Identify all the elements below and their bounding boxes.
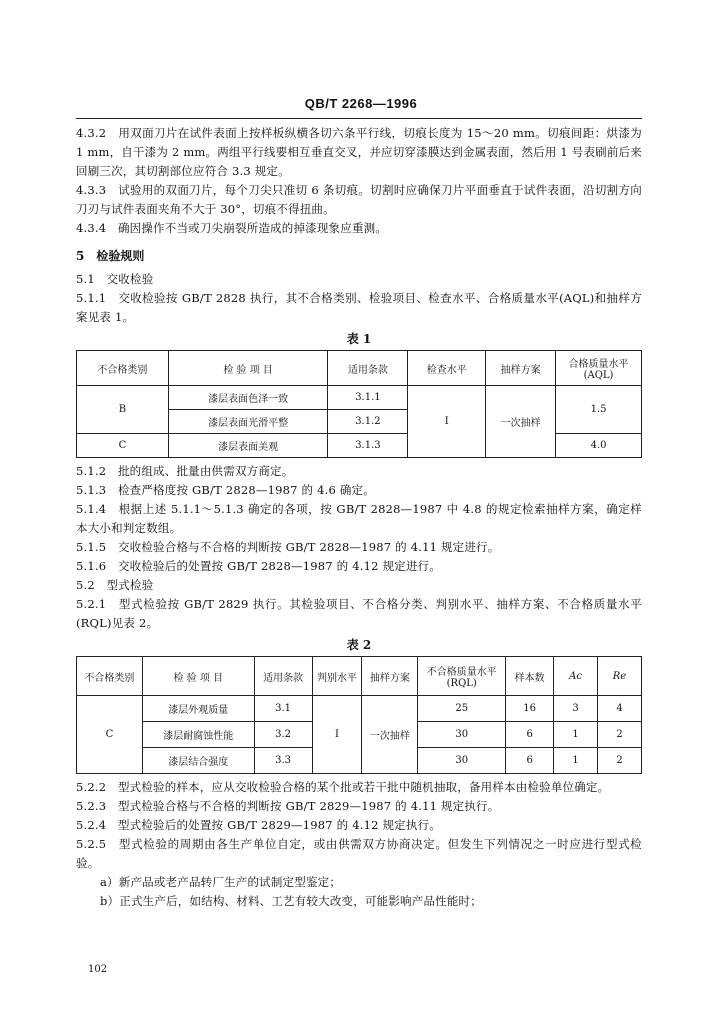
- paragraph-5-1-4: 5.1.4 根据上述 5.1.1～5.1.3 确定的各项，按 GB/T 2828—1987 中 4.8 的规定检索抽样方案，确定样本大小和判定数组。: [76, 502, 642, 535]
- paragraph-5-2-4: 5.2.4 型式检验后的处置按 GB/T 2829—1987 的 4.12 规定执行。: [76, 818, 441, 832]
- table2-n: 6: [506, 748, 554, 774]
- list-item-b: b）正式生产后，如结构、材料、工艺有较大改变，可能影响产品性能时；: [100, 894, 482, 908]
- table1-header-item: 检 验 项 目: [168, 351, 328, 386]
- page-header: QB/T 2268—1996: [304, 96, 418, 111]
- table2-header-item: 检 验 项 目: [142, 657, 254, 696]
- table2-re: 2: [598, 748, 642, 774]
- table2-header-ac: Ac: [554, 657, 598, 696]
- table1-category-c: C: [77, 434, 169, 458]
- table1-aql-c: 4.0: [556, 434, 642, 458]
- table1-header-plan: 抽样方案: [486, 351, 556, 386]
- paragraph-4-3-2: 4.3.2 用双面刀片在试件表面上按样板纵横各切六条平行线，切痕长度为 15～20 mm。切痕间距：烘漆为 1 mm，自干漆为 2 mm。两组平行线要相互垂直交叉，并应切穿漆膜达到金属表面，然后用 1 号表刷前后来回刷三次，其切割部位应符合 3.3 规定。: [76, 126, 642, 178]
- section-5-2-heading: 5.2 型式检验: [76, 578, 154, 592]
- table2-sampling-plan: 一次抽样: [362, 696, 418, 774]
- table2-clause: 3.3: [254, 748, 312, 774]
- paragraph-5-1-1: 5.1.1 交收检验按 GB/T 2828 执行，其不合格类别、检验项目、检查水平、合格质量水平(AQL)和抽样方案见表 1。: [76, 291, 642, 324]
- table1-header-category: 不合格类别: [77, 351, 169, 386]
- table2-header-row: [77, 657, 642, 696]
- table2-title: 表 2: [346, 638, 372, 652]
- paragraph-5-1-6: 5.1.6 交收检验后的处置按 GB/T 2828—1987 的 4.12 规定进行。: [76, 559, 441, 573]
- header-rule: [76, 118, 642, 119]
- table2-re: 2: [598, 722, 642, 748]
- table2-n: 6: [506, 722, 554, 748]
- table-row: [77, 386, 642, 410]
- table-row: [77, 696, 642, 722]
- table2-re: 4: [598, 696, 642, 722]
- table2-header-category: 不合格类别: [77, 657, 143, 696]
- page-body: [76, 124, 642, 911]
- table2-ac: 1: [554, 748, 598, 774]
- paragraph-5-2-3: 5.2.3 型式检验合格与不合格的判断按 GB/T 2829—1987 的 4.11 规定执行。: [76, 799, 500, 813]
- table2-item: 漆层结合强度: [142, 748, 254, 774]
- table2-clause: 3.1: [254, 696, 312, 722]
- table2-rql: 25: [418, 696, 506, 722]
- table2-n: 16: [506, 696, 554, 722]
- table1-category-b: B: [77, 386, 169, 434]
- table2-header-clause: 适用条款: [254, 657, 312, 696]
- paragraph-4-3-4: 4.3.4 确因操作不当或刀尖崩裂所造成的掉漆现象应重测。: [76, 221, 388, 235]
- section-5-1-heading: 5.1 交收检验: [76, 272, 154, 286]
- section-5-heading: 5 检验规则: [76, 249, 145, 263]
- table2-header-n: 样本数: [506, 657, 554, 696]
- table1-header-aql: 合格质量水平 (AQL): [556, 351, 642, 386]
- list-item-a: a）新产品或老产品转厂生产的试制定型鉴定；: [100, 875, 342, 889]
- paragraph-4-3-3: 4.3.3 试验用的双面刀片，每个刀尖只准切 6 条切痕。切割时应确保刀片平面垂直于试件表面，沿切割方向刀刃与试件表面夹角不大于 30°，切痕不得扭曲。: [76, 183, 642, 216]
- table2-rql: 30: [418, 748, 506, 774]
- table1-sampling-plan: 一次抽样: [486, 386, 556, 458]
- table1-clause: 3.1.1: [328, 386, 408, 410]
- table2-category: C: [77, 696, 143, 774]
- table2: [76, 656, 642, 774]
- table2-rql: 30: [418, 722, 506, 748]
- table1-item: 漆层表面光滑平整: [168, 410, 328, 434]
- paragraph-5-1-5: 5.1.5 交收检验合格与不合格的判断按 GB/T 2828—1987 的 4.11 规定进行。: [76, 540, 500, 554]
- table2-header-rql: 不合格质量水平 (RQL): [418, 657, 506, 696]
- table2-discrimination-level: Ⅰ: [312, 696, 362, 774]
- table2-item: 漆层耐腐蚀性能: [142, 722, 254, 748]
- table1-item: 漆层表面美观: [168, 434, 328, 458]
- paragraph-5-2-1: 5.2.1 型式检验按 GB/T 2829 执行。其检验项目、不合格分类、判别水平、抽样方案、不合格质量水平(RQL)见表 2。: [76, 597, 642, 630]
- table2-item: 漆层外观质量: [142, 696, 254, 722]
- table1-aql-b: 1.5: [556, 386, 642, 434]
- table-row: [77, 434, 642, 458]
- table1-title: 表 1: [346, 332, 372, 346]
- table1-header-clause: 适用条款: [328, 351, 408, 386]
- table2-header-plan: 抽样方案: [362, 657, 418, 696]
- paragraph-5-2-5: 5.2.5 型式检验的周期由各生产单位自定，或由供需双方协商决定。但发生下列情况之一时应进行型式检验。: [76, 837, 642, 870]
- table2-ac: 3: [554, 696, 598, 722]
- table2-header-level: 判别水平: [312, 657, 362, 696]
- table2-clause: 3.2: [254, 722, 312, 748]
- paragraph-5-2-2: 5.2.2 型式检验的样本，应从交收检验合格的某个批或若干批中随机抽取，备用样本由检验单位确定。: [76, 780, 610, 794]
- table1-inspection-level: Ⅰ: [408, 386, 486, 458]
- table2-ac: 1: [554, 722, 598, 748]
- table1: [76, 350, 642, 458]
- paragraph-5-1-2: 5.1.2 批的组成、批量由供需双方商定。: [76, 464, 294, 478]
- table2-header-re: Re: [598, 657, 642, 696]
- table1-header-row: [77, 351, 642, 386]
- page-number: 102: [88, 964, 108, 975]
- table1-item: 漆层表面色泽一致: [168, 386, 328, 410]
- table1-clause: 3.1.3: [328, 434, 408, 458]
- table1-header-level: 检查水平: [408, 351, 486, 386]
- paragraph-5-1-3: 5.1.3 检查严格度按 GB/T 2828—1987 的 4.6 确定。: [76, 483, 375, 497]
- table1-clause: 3.1.2: [328, 410, 408, 434]
